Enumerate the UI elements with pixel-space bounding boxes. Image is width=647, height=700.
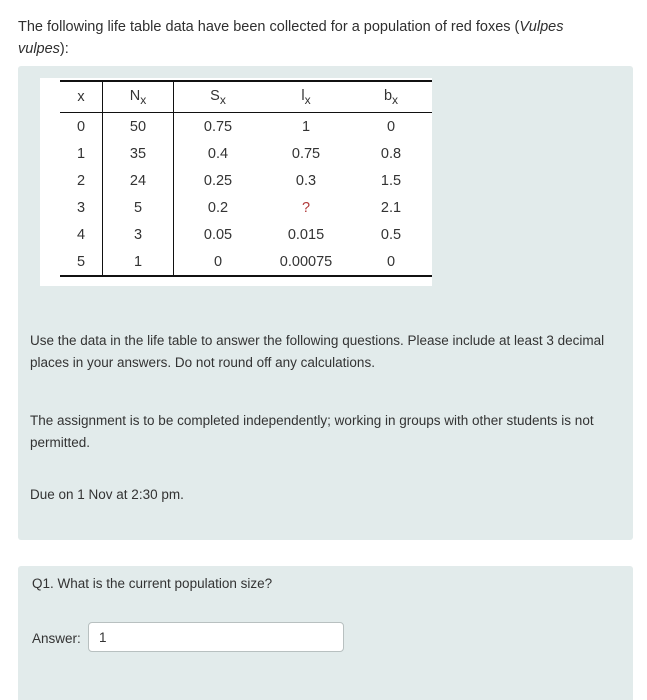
table-cell: 0.8: [380, 145, 402, 162]
question-text: Q1. What is the current population size?: [32, 576, 273, 591]
table-cell: 0: [60, 113, 103, 141]
table-cell: 1: [103, 248, 174, 276]
intro-text-after: ):: [59, 41, 69, 57]
table-cell: 1.5: [380, 172, 402, 189]
header-x: x: [60, 81, 103, 113]
table-row: [60, 167, 432, 194]
answer-input[interactable]: [88, 622, 344, 652]
question-info-card: [18, 66, 633, 540]
question-card: [18, 566, 633, 700]
table-cell: 0.5: [380, 226, 402, 243]
table-cell: 24: [103, 167, 174, 194]
table-cell: 2.1: [380, 199, 402, 216]
life-table-image: [40, 78, 432, 286]
table-cell: 0.4: [207, 145, 229, 162]
table-row: [60, 221, 432, 248]
intro-text-before: The following life table data have been collected for a population of red foxes (: [18, 19, 520, 35]
table-cell: 0.00075: [262, 248, 350, 276]
table-row: [60, 113, 432, 141]
answer-label: Answer:: [32, 631, 81, 646]
header-lx: $l_x$: [262, 81, 350, 113]
table-row: [60, 194, 432, 221]
due-date-text: Due on 1 Nov at 2:30 pm.: [30, 487, 184, 502]
species-name: Vulpes vulpes: [18, 19, 564, 57]
table-cell: 0.015: [287, 226, 325, 243]
table-cell: 50: [103, 113, 174, 141]
table-row: [60, 140, 432, 167]
table-cell: 0.25: [203, 172, 233, 189]
header-bx: $b_x$: [350, 81, 432, 113]
table-cell: 0.75: [291, 145, 321, 162]
table-cell: 0.75: [203, 118, 233, 135]
table-cell: 0.2: [207, 199, 229, 216]
table-cell: 0: [350, 248, 432, 276]
table-cell: 5: [60, 248, 103, 276]
table-cell: 5: [103, 194, 174, 221]
table-cell: 0.05: [203, 226, 233, 243]
intro-text: [18, 16, 618, 60]
table-cell: 1: [60, 140, 103, 167]
table-cell: 1: [301, 118, 311, 135]
table-cell: 4: [60, 221, 103, 248]
table-row: [60, 248, 432, 276]
unknown-lx-cell: ?: [301, 199, 311, 216]
life-table-header-row: [60, 81, 432, 113]
independence-notice: The assignment is to be completed independently; working in groups with other students is not permitted.: [30, 413, 594, 450]
header-nx: $N_x$: [103, 81, 174, 113]
table-cell: 35: [103, 140, 174, 167]
table-cell: 0.3: [295, 172, 317, 189]
table-cell: 3: [103, 221, 174, 248]
table-cell: 0: [386, 118, 396, 135]
life-table: [60, 80, 432, 277]
table-cell: 3: [60, 194, 103, 221]
table-cell: 0: [174, 248, 263, 276]
table-cell: 2: [60, 167, 103, 194]
header-sx: $S_x$: [174, 81, 263, 113]
instructions-text: Use the data in the life table to answer the following questions. Please include at least 3 decimal places in your answers. Do not round off any calculations.: [30, 333, 605, 370]
